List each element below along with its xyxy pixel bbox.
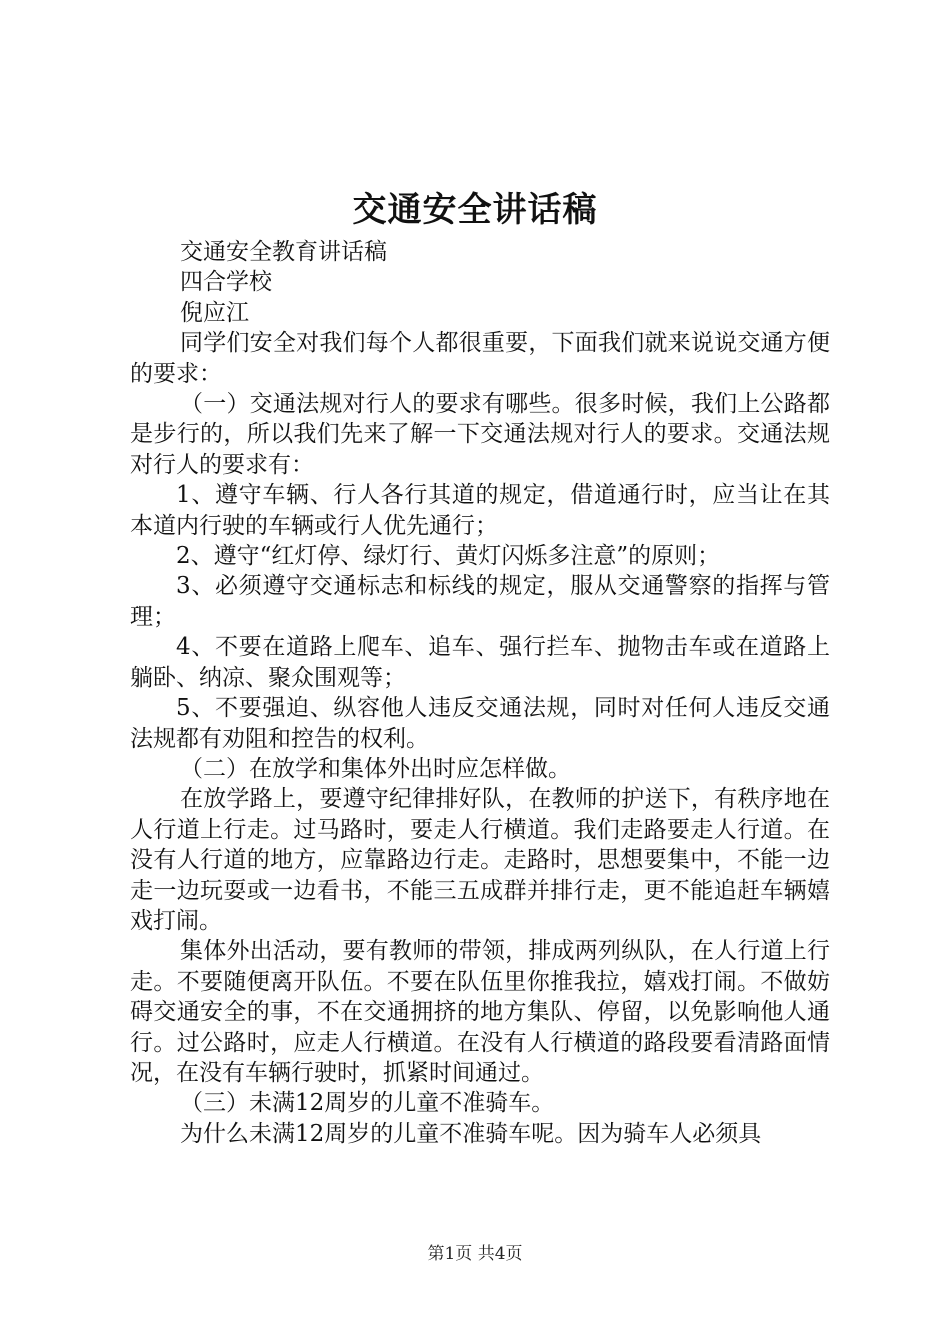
- list-item: 1、遵守车辆、行人各行其道的规定，借道通行时，应当让在其本道内行驶的车辆或行人优先通行；: [130, 482, 830, 539]
- paragraph: 在放学路上，要遵守纪律排好队，在教师的护送下，有秩序地在人行道上行走。过马路时，要走人行横道。我们走路要走人行道。在没有人行道的地方，应靠路边行走。走路时，思想要集中，不能一边走一边玩耍或一边看书，不能三五成群并排行走，更不能追赶车辆嬉戏打闹。: [130, 786, 830, 934]
- document-title: 交通安全讲话稿: [352, 190, 598, 230]
- paragraph-author: 倪应江: [180, 299, 249, 326]
- section-heading-3: （三）未满12周岁的儿童不准骑车。: [180, 1090, 555, 1117]
- document-body: [130, 237, 830, 1149]
- page-footer: 第1页 共4页: [427, 1244, 523, 1264]
- paragraph: 为什么未满12周岁的儿童不准骑车呢。因为骑车人必须具: [180, 1120, 762, 1147]
- list-item: 5、不要强迫、纵容他人违反交通法规，同时对任何人违反交通法规都有劝阻和控告的权利。: [130, 695, 830, 752]
- section-heading-1: （一）交通法规对行人的要求有哪些。很多时候，我们上公路都是步行的，所以我们先来了解一下交通法规对行人的要求。交通法规对行人的要求有：: [130, 391, 830, 478]
- paragraph: 集体外出活动，要有教师的带领，排成两列纵队，在人行道上行走。不要随便离开队伍。不要在队伍里你推我拉，嬉戏打闹。不做妨碍交通安全的事，不在交通拥挤的地方集队、停留，以免影响他人通行。过公路时，应走人行横道。在没有人行横道的路段要看清路面情况，在没有车辆行驶时，抓紧时间通过。: [130, 938, 830, 1086]
- list-item: 2、遵守“红灯停、绿灯行、黄灯闪烁多注意”的原则；: [176, 543, 721, 570]
- paragraph-school: 四合学校: [180, 269, 272, 296]
- list-item: 3、必须遵守交通标志和标线的规定，服从交通警察的指挥与管理；: [130, 573, 830, 630]
- list-item: 4、不要在道路上爬车、追车、强行拦车、抛物击车或在道路上躺卧、纳凉、聚众围观等；: [130, 634, 830, 691]
- paragraph: 同学们安全对我们每个人都很重要，下面我们就来说说交通方便的要求：: [130, 330, 830, 387]
- section-heading-2: （二）在放学和集体外出时应怎样做。: [180, 755, 571, 782]
- paragraph-subtitle: 交通安全教育讲话稿: [180, 239, 387, 265]
